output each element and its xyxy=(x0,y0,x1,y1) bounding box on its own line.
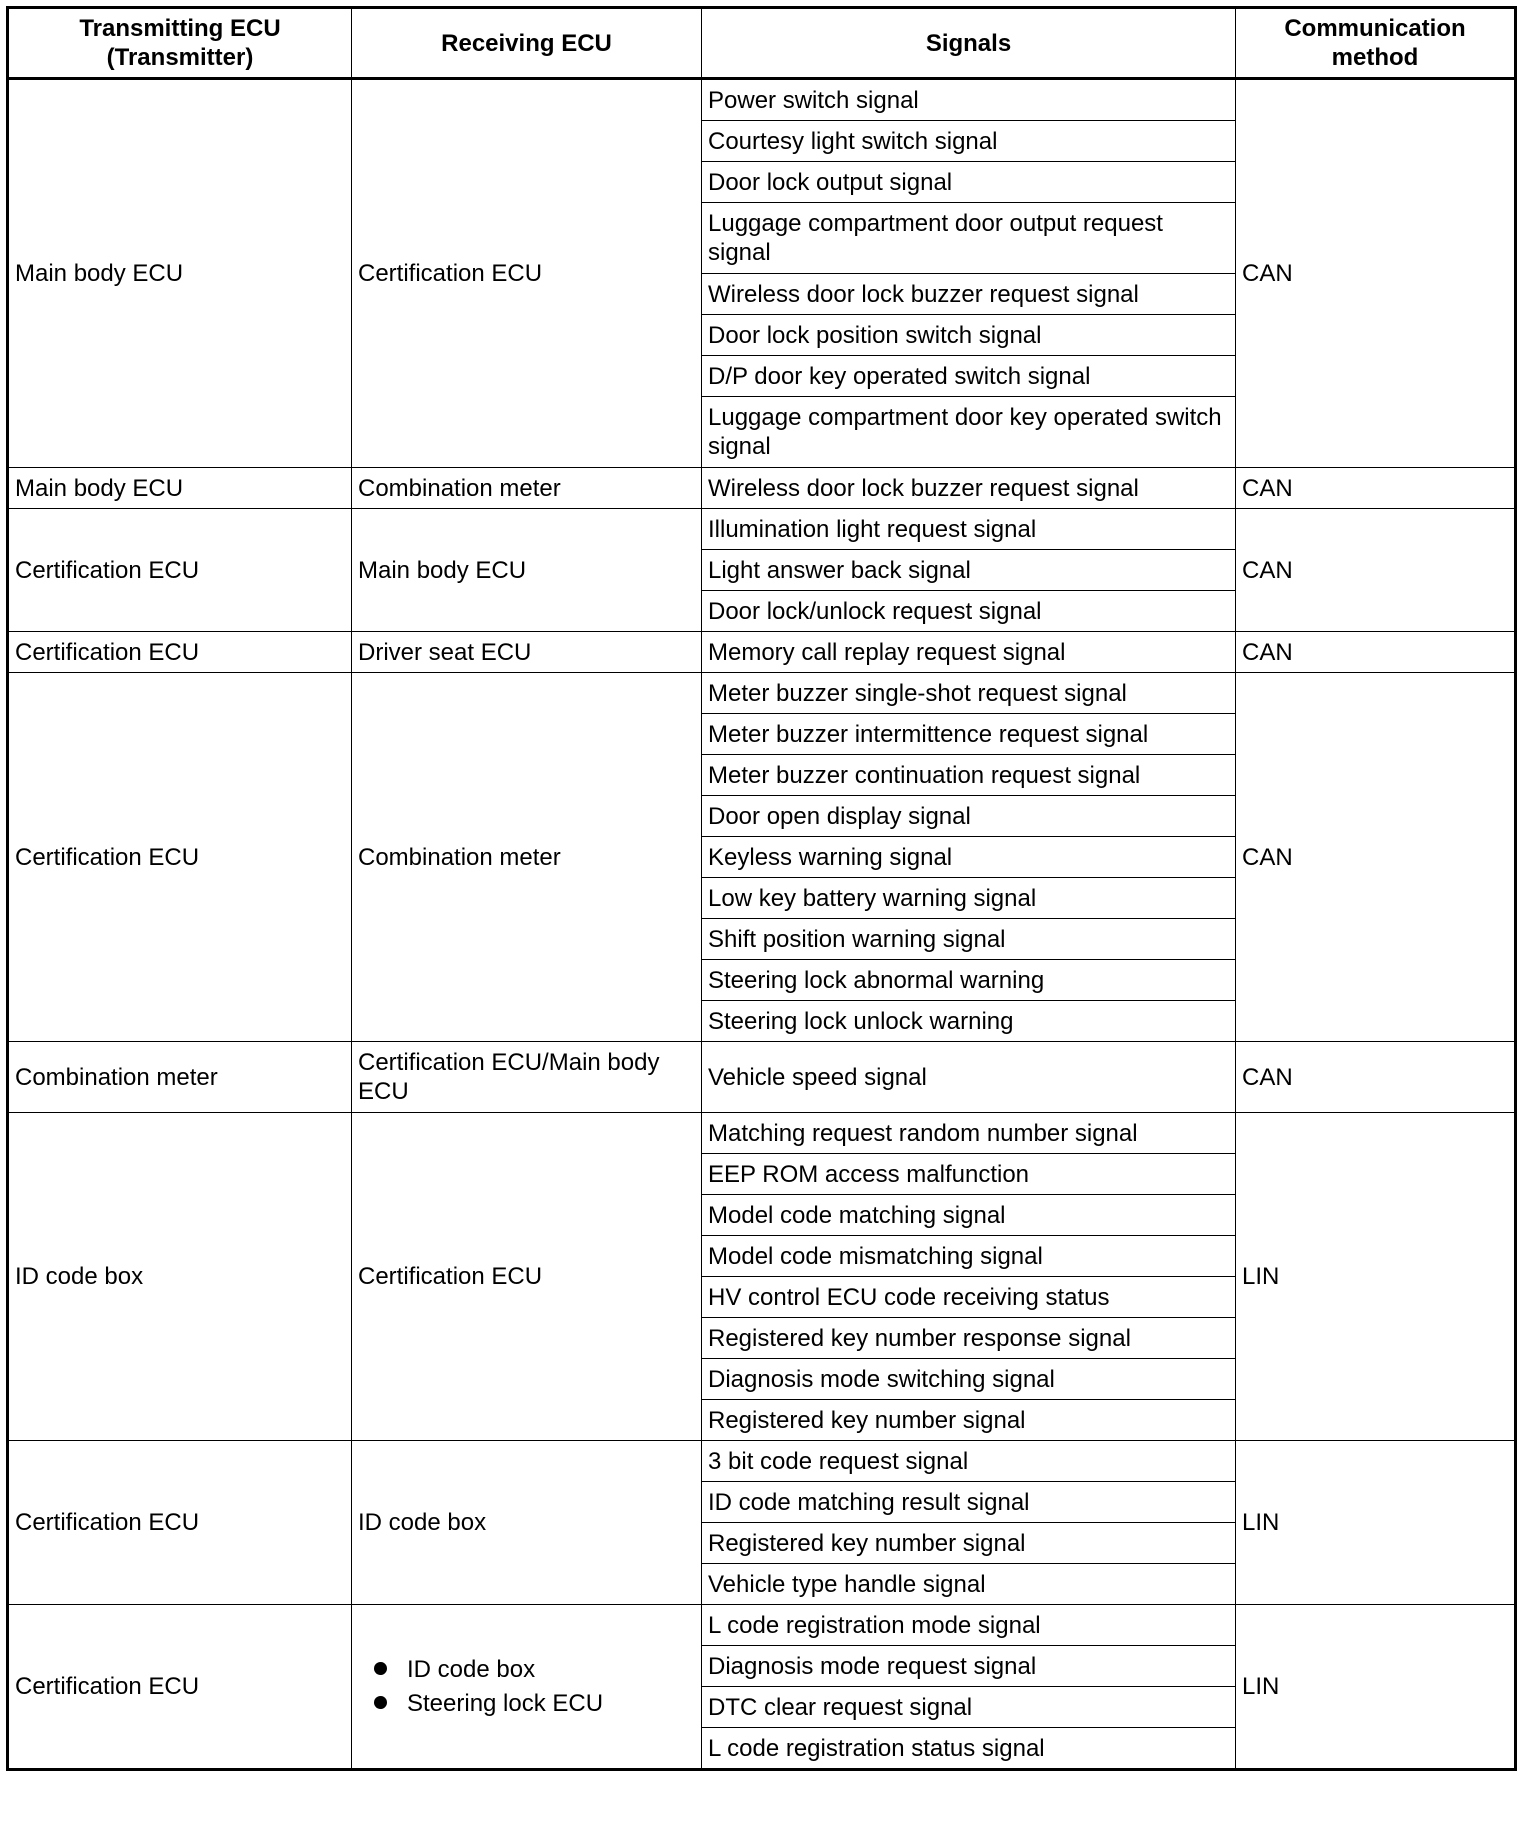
communication-method-cell: CAN xyxy=(1236,632,1516,673)
signal-cell: Door lock position switch signal xyxy=(702,315,1236,356)
transmitting-ecu-cell: ID code box xyxy=(8,1113,352,1441)
signal-cell: D/P door key operated switch signal xyxy=(702,356,1236,397)
signal-cell: HV control ECU code receiving status xyxy=(702,1277,1236,1318)
header-transmitting-ecu: Transmitting ECU (Transmitter) xyxy=(8,8,352,79)
header-communication-method: Communication method xyxy=(1236,8,1516,79)
transmitting-ecu-cell: Certification ECU xyxy=(8,509,352,632)
signal-cell: Memory call replay request signal xyxy=(702,632,1236,673)
transmitting-ecu-cell: Main body ECU xyxy=(8,468,352,509)
signal-cell: Luggage compartment door key operated switch signal xyxy=(702,397,1236,468)
communication-method-cell: CAN xyxy=(1236,79,1516,468)
header-receiving-ecu: Receiving ECU xyxy=(352,8,702,79)
signal-cell: Wireless door lock buzzer request signal xyxy=(702,274,1236,315)
communication-method-cell: LIN xyxy=(1236,1113,1516,1441)
signal-cell: L code registration mode signal xyxy=(702,1605,1236,1646)
transmitting-ecu-cell: Certification ECU xyxy=(8,673,352,1042)
signal-cell: Courtesy light switch signal xyxy=(702,121,1236,162)
signal-cell: Registered key number signal xyxy=(702,1523,1236,1564)
signal-cell: Light answer back signal xyxy=(702,550,1236,591)
table-row xyxy=(8,673,1516,714)
ecu-communication-table xyxy=(6,6,1517,1771)
signal-cell: Matching request random number signal xyxy=(702,1113,1236,1154)
signal-cell: Keyless warning signal xyxy=(702,837,1236,878)
communication-method-cell: CAN xyxy=(1236,673,1516,1042)
signal-cell: Meter buzzer continuation request signal xyxy=(702,755,1236,796)
table-row xyxy=(8,1113,1516,1154)
table-row xyxy=(8,468,1516,509)
table-body xyxy=(8,79,1516,1770)
signal-cell: Steering lock unlock warning xyxy=(702,1001,1236,1042)
bullet-icon xyxy=(374,1696,387,1709)
table-row xyxy=(8,79,1516,121)
signal-cell: L code registration status signal xyxy=(702,1728,1236,1770)
signal-cell: Low key battery warning signal xyxy=(702,878,1236,919)
bullet-icon xyxy=(374,1662,387,1675)
communication-method-cell: CAN xyxy=(1236,1042,1516,1113)
receiving-ecu-list xyxy=(358,1653,695,1721)
signal-cell: Door lock output signal xyxy=(702,162,1236,203)
receiving-ecu-cell xyxy=(352,1605,702,1770)
transmitting-ecu-cell: Certification ECU xyxy=(8,1605,352,1770)
receiving-ecu-list-label: ID code box xyxy=(407,1655,536,1683)
signal-cell: Power switch signal xyxy=(702,79,1236,121)
signal-cell: Luggage compartment door output request signal xyxy=(702,203,1236,274)
header-signals: Signals xyxy=(702,8,1236,79)
signal-cell: EEP ROM access malfunction xyxy=(702,1154,1236,1195)
receiving-ecu-list-item xyxy=(374,1687,695,1721)
communication-method-cell: CAN xyxy=(1236,509,1516,632)
signal-cell: Meter buzzer single-shot request signal xyxy=(702,673,1236,714)
table-row xyxy=(8,1042,1516,1113)
signal-cell: Model code mismatching signal xyxy=(702,1236,1236,1277)
receiving-ecu-cell: Combination meter xyxy=(352,673,702,1042)
signal-cell: Registered key number signal xyxy=(702,1400,1236,1441)
signal-cell: Vehicle type handle signal xyxy=(702,1564,1236,1605)
signal-cell: 3 bit code request signal xyxy=(702,1441,1236,1482)
table-row xyxy=(8,632,1516,673)
signal-cell: Meter buzzer intermittence request signal xyxy=(702,714,1236,755)
signal-cell: Wireless door lock buzzer request signal xyxy=(702,468,1236,509)
receiving-ecu-cell: Main body ECU xyxy=(352,509,702,632)
signal-cell: Steering lock abnormal warning xyxy=(702,960,1236,1001)
signal-cell: Registered key number response signal xyxy=(702,1318,1236,1359)
receiving-ecu-cell: Certification ECU xyxy=(352,79,702,468)
receiving-ecu-cell: Combination meter xyxy=(352,468,702,509)
signal-cell: Door lock/unlock request signal xyxy=(702,591,1236,632)
communication-method-cell: LIN xyxy=(1236,1441,1516,1605)
table-row xyxy=(8,1605,1516,1646)
receiving-ecu-cell: Driver seat ECU xyxy=(352,632,702,673)
signal-cell: ID code matching result signal xyxy=(702,1482,1236,1523)
table-header-row xyxy=(8,8,1516,79)
receiving-ecu-cell: Certification ECU/Main body ECU xyxy=(352,1042,702,1113)
transmitting-ecu-cell: Certification ECU xyxy=(8,1441,352,1605)
table-row xyxy=(8,509,1516,550)
communication-method-cell: CAN xyxy=(1236,468,1516,509)
receiving-ecu-list-item xyxy=(374,1653,695,1687)
transmitting-ecu-cell: Main body ECU xyxy=(8,79,352,468)
transmitting-ecu-cell: Certification ECU xyxy=(8,632,352,673)
signal-cell: Shift position warning signal xyxy=(702,919,1236,960)
signal-cell: DTC clear request signal xyxy=(702,1687,1236,1728)
communication-method-cell: LIN xyxy=(1236,1605,1516,1770)
signal-cell: Illumination light request signal xyxy=(702,509,1236,550)
signal-cell: Vehicle speed signal xyxy=(702,1042,1236,1113)
signal-cell: Diagnosis mode switching signal xyxy=(702,1359,1236,1400)
receiving-ecu-cell: ID code box xyxy=(352,1441,702,1605)
signal-cell: Door open display signal xyxy=(702,796,1236,837)
receiving-ecu-list-label: Steering lock ECU xyxy=(407,1689,604,1717)
signal-cell: Model code matching signal xyxy=(702,1195,1236,1236)
receiving-ecu-cell: Certification ECU xyxy=(352,1113,702,1441)
signal-cell: Diagnosis mode request signal xyxy=(702,1646,1236,1687)
transmitting-ecu-cell: Combination meter xyxy=(8,1042,352,1113)
table-row xyxy=(8,1441,1516,1482)
